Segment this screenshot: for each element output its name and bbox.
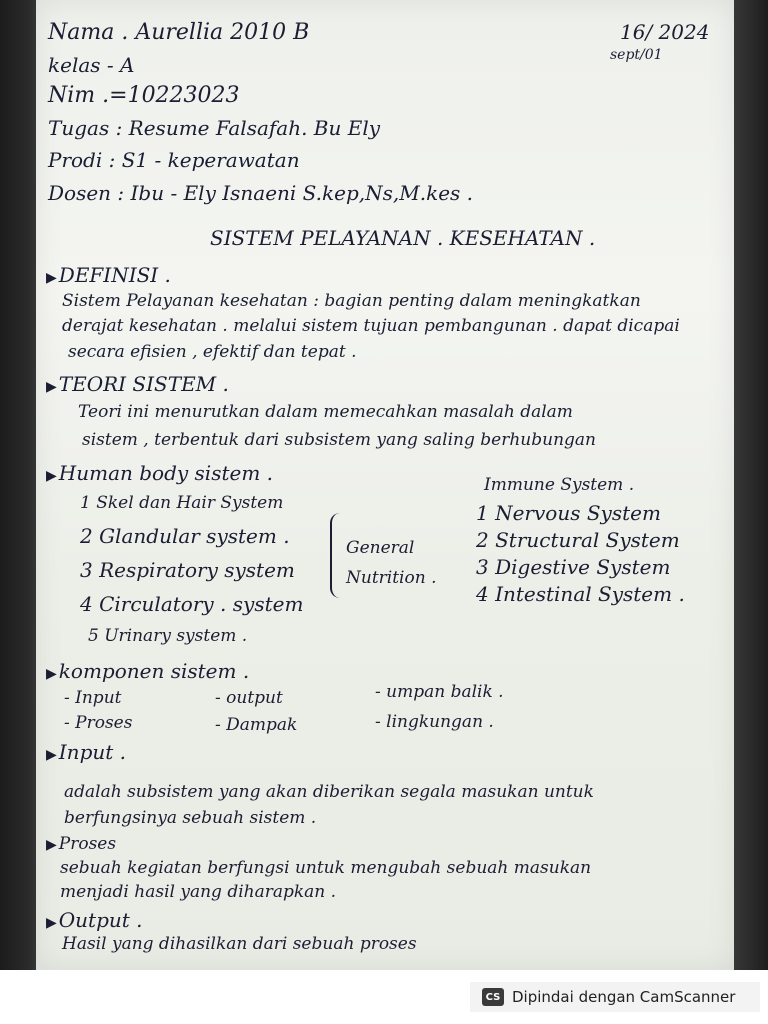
triangle-bullet-icon: ▶ (46, 379, 57, 395)
triangle-bullet-icon: ▶ (46, 468, 57, 484)
human-body-left-item-5: 5 Urinary system . (88, 626, 248, 646)
header-nama: Nama . Aurellia 2010 B (48, 20, 310, 45)
triangle-bullet-icon: ▶ (46, 747, 57, 763)
header-tugas: Tugas : Resume Falsafah. Bu Ely (48, 116, 381, 140)
teori-line-2: sistem , terbentuk dari subsistem yang saling berhubungan (82, 430, 597, 450)
camscanner-label: Dipindai dengan CamScanner (512, 988, 736, 1006)
human-body-heading-text: Human body sistem . (58, 461, 274, 485)
human-body-right-item-4: 4 Intestinal System . (476, 582, 685, 606)
header-prodi: Prodi : S1 - keperawatan (48, 148, 300, 172)
komponen-col2-item-2: - Dampak (215, 715, 298, 735)
triangle-bullet-icon: ▶ (46, 915, 57, 931)
human-body-left-item-3: 3 Respiratory system (80, 558, 295, 582)
komponen-col1-item-2: - Proses (64, 713, 133, 733)
human-body-right-item-3: 3 Digestive System (476, 555, 671, 579)
human-body-left-item-1: 1 Skel dan Hair System (80, 493, 284, 513)
komponen-heading-text: komponen sistem . (58, 659, 250, 683)
triangle-bullet-icon: ▶ (46, 666, 57, 682)
human-body-right-item-1: 1 Nervous System (476, 501, 661, 525)
header-nim: Nim .=10223023 (48, 83, 240, 108)
definisi-heading-text: DEFINISI . (58, 263, 171, 287)
teori-line-1: Teori ini menurutkan dalam memecahkan masalah dalam (78, 402, 573, 422)
triangle-bullet-icon: ▶ (46, 837, 57, 853)
header-kelas: kelas - A (48, 53, 135, 77)
komponen-col1-item-1: - Input (64, 688, 122, 708)
input-heading (46, 742, 126, 762)
human-body-right-item-2: 2 Structural System (476, 528, 680, 552)
brace-label-nutrition: Nutrition . (346, 568, 437, 588)
output-heading-text: Output . (58, 908, 143, 932)
camscanner-watermark (470, 982, 760, 1012)
header-date-sub: sept/01 (610, 47, 663, 63)
triangle-bullet-icon: ▶ (46, 270, 57, 286)
teori-heading (46, 374, 229, 394)
proses-line-2: menjadi hasil yang diharapkan . (60, 882, 337, 902)
proses-heading (46, 836, 116, 853)
input-heading-text: Input . (58, 740, 126, 764)
camscanner-logo-icon: CS (482, 988, 504, 1006)
human-body-right-heading: Immune System . (484, 475, 635, 495)
proses-heading-text: Proses (58, 834, 117, 854)
curly-brace-icon (330, 513, 346, 598)
brace-label-general: General (346, 538, 415, 558)
proses-line-1: sebuah kegiatan berfungsi untuk mengubah sebuah masukan (60, 858, 592, 878)
output-line-1: Hasil yang dihasilkan dari sebuah proses (62, 934, 417, 954)
komponen-col3-item-2: - lingkungan . (375, 712, 494, 732)
human-body-left-item-2: 2 Glandular system . (80, 524, 290, 548)
input-line-2: berfungsinya sebuah sistem . (64, 808, 317, 828)
teori-heading-text: TEORI SISTEM . (58, 372, 229, 396)
human-body-left-item-4: 4 Circulatory . system (80, 592, 304, 616)
page-title: SISTEM PELAYANAN . KESEHATAN . (210, 226, 596, 250)
definisi-line-2: derajat kesehatan . melalui sistem tujuan pembangunan . dapat dicapai (62, 316, 680, 336)
definisi-heading (46, 265, 171, 285)
komponen-heading (46, 661, 249, 681)
output-heading (46, 910, 143, 930)
header-date: 16/ 2024 (620, 20, 710, 44)
komponen-col3-item-1: - umpan balik . (375, 682, 504, 702)
definisi-line-1: Sistem Pelayanan kesehatan : bagian penting dalam meningkatkan (62, 291, 641, 311)
komponen-col2-item-1: - output (215, 688, 283, 708)
input-line-1: adalah subsistem yang akan diberikan segala masukan untuk (64, 782, 594, 802)
header-dosen: Dosen : Ibu - Ely Isnaeni S.kep,Ns,M.kes . (48, 181, 474, 205)
human-body-heading (46, 463, 273, 483)
scan-edge-right (730, 0, 768, 970)
scan-edge-left (0, 0, 40, 970)
definisi-line-3: secara efisien , efektif dan tepat . (68, 342, 357, 362)
